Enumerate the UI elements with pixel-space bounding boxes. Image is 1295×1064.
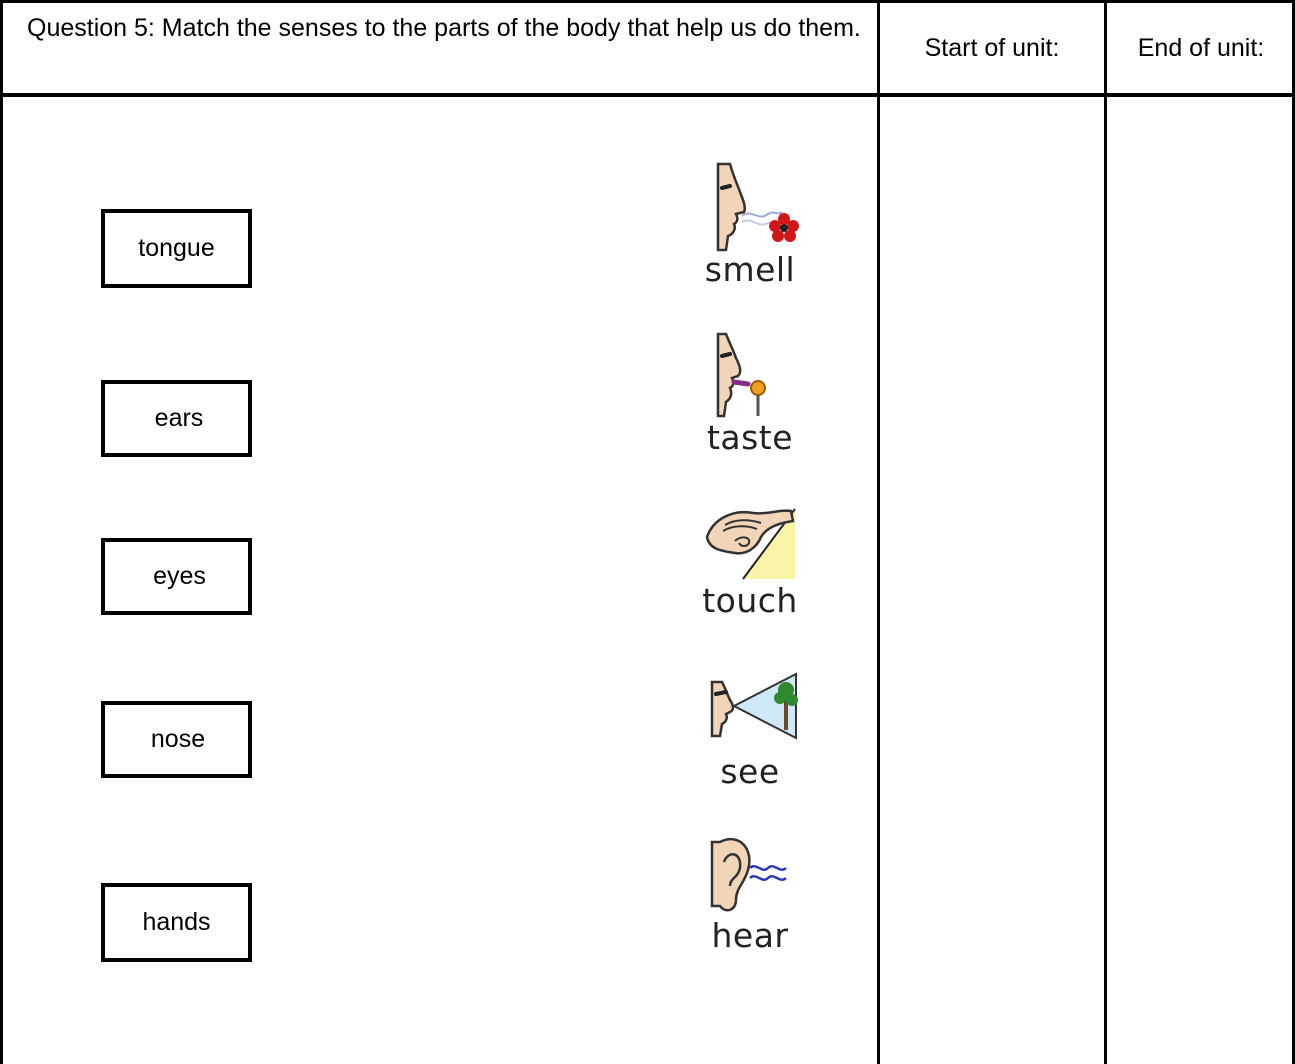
hear-icon — [700, 832, 800, 918]
taste-icon — [700, 332, 800, 420]
body-part-hands[interactable] — [101, 883, 252, 962]
start-of-unit-label: Start of unit: — [924, 33, 1060, 62]
end-of-unit-header — [1107, 0, 1295, 96]
sense-hear[interactable] — [690, 832, 810, 954]
sense-label-touch: touch — [702, 581, 798, 620]
smell-icon — [700, 160, 800, 252]
sense-smell[interactable] — [690, 160, 810, 288]
body-part-eyes[interactable] — [101, 538, 252, 615]
touch-icon — [695, 497, 805, 583]
end-of-unit-label: End of unit: — [1137, 33, 1265, 62]
body-part-nose[interactable] — [101, 701, 252, 778]
body-part-label: ears — [154, 404, 204, 432]
end-of-unit-answer-cell[interactable] — [1107, 97, 1292, 1064]
question-text: Question 5: Match the senses to the parts of the body that help us do them. — [27, 14, 861, 42]
sense-label-see: see — [720, 752, 780, 791]
see-icon — [700, 668, 800, 754]
sense-touch[interactable] — [690, 497, 810, 619]
body-part-tongue[interactable] — [101, 209, 252, 288]
body-part-label: hands — [142, 908, 211, 936]
table-border-left — [0, 0, 3, 1064]
sense-label-hear: hear — [711, 916, 789, 955]
body-part-label: tongue — [138, 234, 215, 262]
start-of-unit-header — [880, 0, 1104, 96]
sense-label-taste: taste — [706, 418, 794, 457]
start-of-unit-answer-cell[interactable] — [880, 97, 1104, 1064]
sense-see[interactable] — [690, 668, 810, 790]
sense-label-smell: smell — [704, 250, 796, 289]
body-part-label: nose — [150, 725, 206, 753]
body-part-label: eyes — [153, 562, 206, 590]
body-part-ears[interactable] — [101, 380, 252, 457]
sense-taste[interactable] — [690, 332, 810, 456]
